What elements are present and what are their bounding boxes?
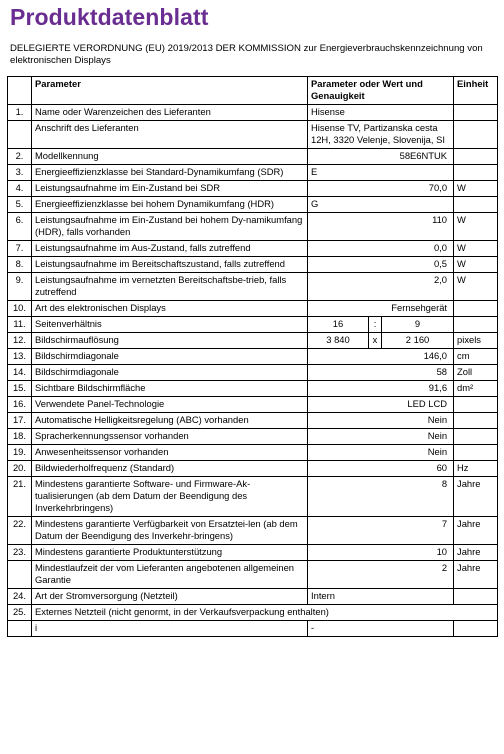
row-number: 11. xyxy=(8,317,32,333)
table-row xyxy=(8,301,498,317)
row-unit: W xyxy=(454,181,498,197)
row-number: 19. xyxy=(8,445,32,461)
row-value: - xyxy=(308,621,454,637)
row-number: 18. xyxy=(8,429,32,445)
row-number: 10. xyxy=(8,301,32,317)
row-unit xyxy=(454,165,498,181)
row-value: Nein xyxy=(308,445,454,461)
row-value: 146,0 xyxy=(308,349,454,365)
row-value: Hisense TV, Partizanska cesta 12H, 3320 Velenje, Slovenija, SI xyxy=(308,121,454,149)
regulation-subtitle: DELEGIERTE VERORDNUNG (EU) 2019/2013 DER KOMMISSION zur Energieverbrauchskennzeichnung von elektronischen Displays xyxy=(10,43,483,66)
row-value: Nein xyxy=(308,429,454,445)
row-number: 1. xyxy=(8,105,32,121)
row-unit xyxy=(454,621,498,637)
row-unit: pixels xyxy=(454,333,498,349)
row-parameter: Bildschirmauflösung xyxy=(32,333,308,349)
table-row xyxy=(8,589,498,605)
row-parameter: Modellkennung xyxy=(32,149,308,165)
row-value-separator: : xyxy=(369,317,382,333)
table-row xyxy=(8,477,498,517)
row-parameter: Sichtbare Bildschirmfläche xyxy=(32,381,308,397)
row-number xyxy=(8,561,32,589)
row-number: 17. xyxy=(8,413,32,429)
row-unit: W xyxy=(454,241,498,257)
row-value: Intern xyxy=(308,589,454,605)
row-unit xyxy=(454,317,498,333)
row-unit: Hz xyxy=(454,461,498,477)
table-row xyxy=(8,397,498,413)
row-unit: Zoll xyxy=(454,365,498,381)
row-unit: Jahre xyxy=(454,545,498,561)
table-row xyxy=(8,605,498,621)
row-parameter: Name oder Warenzeichen des Lieferanten xyxy=(32,105,308,121)
row-number: 5. xyxy=(8,197,32,213)
row-unit xyxy=(454,105,498,121)
table-row xyxy=(8,461,498,477)
row-unit: W xyxy=(454,257,498,273)
row-parameter: Anwesenheitssensor vorhanden xyxy=(32,445,308,461)
row-parameter: Leistungsaufnahme im Ein-Zustand bei hohem Dy-namikumfang (HDR), falls vorhanden xyxy=(32,213,308,241)
row-parameter: Energieeffizienzklasse bei hohem Dynamikumfang (HDR) xyxy=(32,197,308,213)
row-unit: W xyxy=(454,273,498,301)
row-unit: W xyxy=(454,213,498,241)
row-unit: Jahre xyxy=(454,517,498,545)
row-number: 22. xyxy=(8,517,32,545)
row-parameter: Verwendete Panel-Technologie xyxy=(32,397,308,413)
row-parameter: Leistungsaufnahme im Bereitschaftszustand, falls zutreffend xyxy=(32,257,308,273)
row-unit: Jahre xyxy=(454,561,498,589)
row-number: 6. xyxy=(8,213,32,241)
row-number: 3. xyxy=(8,165,32,181)
row-value: 7 xyxy=(308,517,454,545)
row-unit: cm xyxy=(454,349,498,365)
row-value: Hisense xyxy=(308,105,454,121)
page-title: Produktdatenblatt xyxy=(10,4,209,30)
row-value: 58E6NTUK xyxy=(308,149,454,165)
table-row xyxy=(8,621,498,637)
row-unit xyxy=(454,197,498,213)
row-unit xyxy=(454,301,498,317)
row-value: 2,0 xyxy=(308,273,454,301)
row-parameter: Leistungsaufnahme im Ein-Zustand bei SDR xyxy=(32,181,308,197)
row-value: 58 xyxy=(308,365,454,381)
table-row xyxy=(8,517,498,545)
row-value-b: 9 xyxy=(382,317,454,333)
row-parameter: Mindestens garantierte Produktunterstützung xyxy=(32,545,308,561)
data-table xyxy=(7,76,498,637)
row-value: 10 xyxy=(308,545,454,561)
row-number: 12. xyxy=(8,333,32,349)
table-row xyxy=(8,197,498,213)
row-value: LED LCD xyxy=(308,397,454,413)
row-unit xyxy=(454,121,498,149)
table-row xyxy=(8,273,498,301)
row-value: 0,0 xyxy=(308,241,454,257)
row-parameter: Seitenverhältnis xyxy=(32,317,308,333)
row-number: 8. xyxy=(8,257,32,273)
row-value: 0,5 xyxy=(308,257,454,273)
table-row xyxy=(8,413,498,429)
header-number xyxy=(8,77,32,105)
row-number: 15. xyxy=(8,381,32,397)
table-row xyxy=(8,333,498,349)
row-parameter: Anschrift des Lieferanten xyxy=(32,121,308,149)
row-value: 70,0 xyxy=(308,181,454,197)
row-unit: Jahre xyxy=(454,477,498,517)
table-row xyxy=(8,317,498,333)
row-parameter: Mindestens garantierte Verfügbarkeit von Ersatztei-len (ab dem Datum der Beendigung des Inverkehr-bringens) xyxy=(32,517,308,545)
table-row xyxy=(8,213,498,241)
table-header-row xyxy=(8,77,498,105)
row-value: 2 xyxy=(308,561,454,589)
row-unit xyxy=(454,589,498,605)
row-value: G xyxy=(308,197,454,213)
row-unit xyxy=(454,413,498,429)
row-parameter: Automatische Helligkeitsregelung (ABC) vorhanden xyxy=(32,413,308,429)
row-parameter: Art des elektronischen Displays xyxy=(32,301,308,317)
row-number: 14. xyxy=(8,365,32,381)
row-number: 9. xyxy=(8,273,32,301)
row-value: 110 xyxy=(308,213,454,241)
row-parameter: Spracherkennungssensor vorhanden xyxy=(32,429,308,445)
row-value-separator: x xyxy=(369,333,382,349)
table-row xyxy=(8,241,498,257)
table-row xyxy=(8,445,498,461)
table-row xyxy=(8,257,498,273)
row-number: 13. xyxy=(8,349,32,365)
row-value-b: 2 160 xyxy=(382,333,454,349)
row-number: 25. xyxy=(8,605,32,621)
row-unit xyxy=(454,445,498,461)
row-unit xyxy=(454,149,498,165)
row-number: 4. xyxy=(8,181,32,197)
row-merged-text: Externes Netzteil (nicht genormt, in der Verkaufsverpackung enthalten) xyxy=(32,605,498,621)
row-number xyxy=(8,621,32,637)
row-unit xyxy=(454,429,498,445)
row-parameter: Energieeffizienzklasse bei Standard-Dynamikumfang (SDR) xyxy=(32,165,308,181)
table-row xyxy=(8,545,498,561)
header-parameter: Parameter xyxy=(32,77,308,105)
row-number xyxy=(8,121,32,149)
row-number: 16. xyxy=(8,397,32,413)
header-unit: Einheit xyxy=(454,77,498,105)
table-row xyxy=(8,429,498,445)
table-row xyxy=(8,165,498,181)
row-parameter: Leistungsaufnahme im vernetzten Bereitschaftsbe-trieb, falls zutreffend xyxy=(32,273,308,301)
row-number: 21. xyxy=(8,477,32,517)
table-row xyxy=(8,105,498,121)
row-value-a: 3 840 xyxy=(308,333,369,349)
header-value: Parameter oder Wert und Genauigkeit xyxy=(308,77,454,105)
row-parameter: Bildwiederholfrequenz (Standard) xyxy=(32,461,308,477)
row-parameter: i xyxy=(32,621,308,637)
row-unit xyxy=(454,397,498,413)
row-unit: dm² xyxy=(454,381,498,397)
row-value: E xyxy=(308,165,454,181)
row-number: 2. xyxy=(8,149,32,165)
row-parameter: Mindestens garantierte Software- und Firmware-Ak-tualisierungen (ab dem Datum der Beendigung des Inverkehrbringens) xyxy=(32,477,308,517)
table-row xyxy=(8,149,498,165)
row-value-a: 16 xyxy=(308,317,369,333)
row-number: 24. xyxy=(8,589,32,605)
table-row xyxy=(8,561,498,589)
row-value: Fernsehgerät xyxy=(308,301,454,317)
row-parameter: Leistungsaufnahme im Aus-Zustand, falls zutreffend xyxy=(32,241,308,257)
table-row xyxy=(8,365,498,381)
row-parameter: Bildschirmdiagonale xyxy=(32,365,308,381)
table-row xyxy=(8,121,498,149)
row-number: 7. xyxy=(8,241,32,257)
row-value: Nein xyxy=(308,413,454,429)
row-parameter: Bildschirmdiagonale xyxy=(32,349,308,365)
row-value: 91,6 xyxy=(308,381,454,397)
table-row xyxy=(8,381,498,397)
row-value: 8 xyxy=(308,477,454,517)
table-row xyxy=(8,181,498,197)
table-row xyxy=(8,349,498,365)
row-parameter: Mindestlaufzeit der vom Lieferanten angebotenen allgemeinen Garantie xyxy=(32,561,308,589)
row-number: 20. xyxy=(8,461,32,477)
row-value: 60 xyxy=(308,461,454,477)
row-number: 23. xyxy=(8,545,32,561)
row-parameter: Art der Stromversorgung (Netzteil) xyxy=(32,589,308,605)
